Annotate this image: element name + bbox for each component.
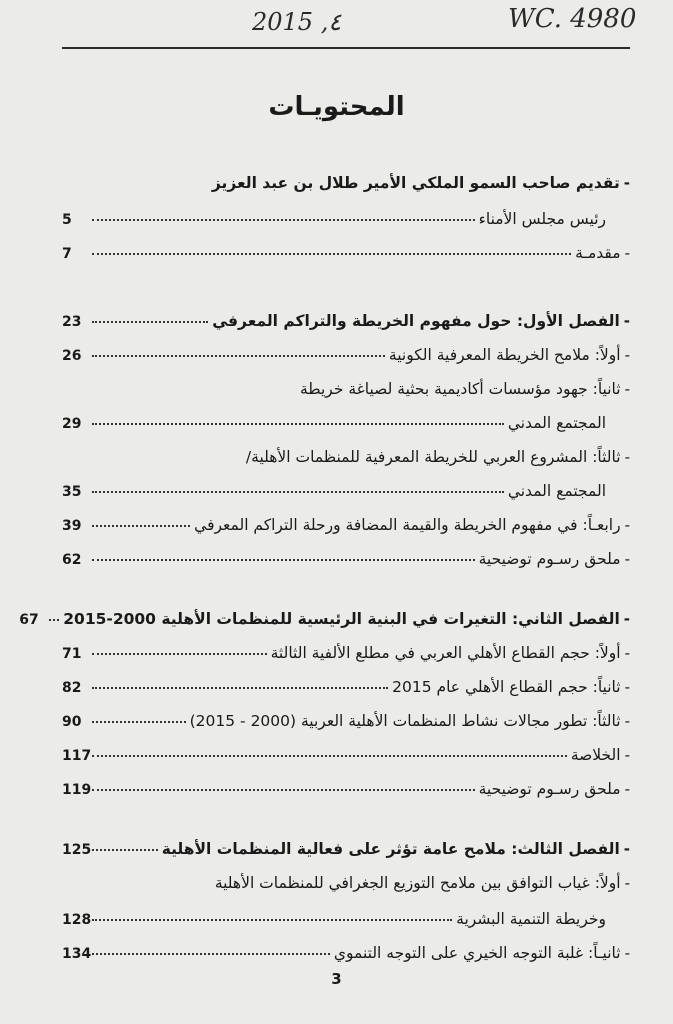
toc-entry — [62, 932, 630, 962]
toc-entry — [62, 768, 630, 798]
toc-entry-title: المجتمع المدني — [507, 482, 606, 500]
toc-entry-dash: - — [624, 944, 630, 962]
toc-entry-title: أولاً: حجم القطاع الأهلي العربي في مطلع الألفية الثالثة — [270, 644, 621, 662]
toc-leader-dots — [92, 219, 475, 221]
toc-leader-dots — [92, 559, 475, 561]
toc-entry-page: 128 — [62, 912, 92, 928]
toc-entry-title: الفصل الثالث: ملامح عامة تؤثر على فعالية المنظمات الأهلية — [161, 840, 620, 858]
toc-leader-dots — [92, 849, 158, 851]
toc-entry-dash: - — [623, 174, 630, 192]
toc-entry-page: 125 — [62, 842, 92, 858]
toc-entry-dash: - — [624, 516, 630, 534]
toc-entry-page: 67 — [19, 612, 39, 628]
toc-entry-dash: - — [623, 312, 630, 330]
toc-entry — [62, 632, 630, 662]
toc-entry — [62, 734, 630, 764]
toc-entry-title: المجتمع المدني — [507, 414, 606, 432]
toc-entry-title: ثانياً: جهود مؤسسات أكاديمية بحثية لصياغة خريطة — [299, 380, 621, 398]
toc-entry-page: 23 — [62, 314, 82, 330]
toc-entry-dash: - — [624, 712, 630, 730]
toc-entry — [62, 300, 630, 330]
toc-entry-title: أولاً: ملامح الخريطة المعرفية الكونية — [388, 346, 621, 364]
toc-entry — [62, 368, 630, 398]
toc-entry — [62, 700, 630, 730]
toc-entry — [62, 198, 630, 228]
toc-leader-dots — [92, 321, 208, 323]
toc-entry — [19, 598, 630, 628]
toc-entry-title: ملحق رسـوم توضيحية — [478, 550, 621, 568]
toc-leader-dots — [92, 789, 475, 791]
toc-entry-dash: - — [623, 840, 630, 858]
toc-leader-dots — [92, 687, 388, 689]
toc-leader-dots — [92, 919, 452, 921]
toc-entry-page: 7 — [62, 246, 72, 262]
page-title: المحتويـات — [268, 92, 405, 122]
toc-entry-title: وخريطة التنمية البشرية — [456, 910, 606, 928]
toc-entry-title: ثالثاً: تطور مجالات نشاط المنظمات الأهلية العربية (2000 - 2015) — [189, 712, 621, 730]
toc-entry — [62, 828, 630, 858]
toc-entry — [62, 666, 630, 696]
toc-leader-dots — [49, 619, 59, 621]
toc-entry-title: ملحق رسـوم توضيحية — [478, 780, 621, 798]
handwritten-catalog-number: WC. 4980 — [508, 4, 637, 34]
toc-entry-dash: - — [624, 550, 630, 568]
toc-entry-page: 5 — [62, 212, 72, 228]
toc-entry — [62, 470, 630, 500]
toc-entry-page: 71 — [62, 646, 82, 662]
toc-entry-dash: - — [624, 448, 630, 466]
toc-leader-dots — [92, 253, 571, 255]
toc-entry-title: ثالثاً: المشروع العربي للخريطة المعرفية للمنظمات الأهلية/ — [245, 448, 621, 466]
toc-entry-page: 29 — [62, 416, 82, 432]
toc-entry-title: مقدمـة — [575, 244, 621, 262]
toc-entry-title: الخلاصة — [570, 746, 621, 764]
toc-entry-title: رابعـاً: في مفهوم الخريطة والقيمة المضافة ورحلة التراكم المعرفي — [194, 516, 621, 534]
toc-entry-title: رئيس مجلس الأمناء — [478, 210, 606, 228]
toc-entry-title: تقديم صاحب السمو الملكي الأمير طلال بن عبد العزيز — [211, 174, 620, 192]
toc-entry — [62, 538, 630, 568]
toc-entry-dash: - — [624, 780, 630, 798]
toc-entry — [62, 862, 630, 892]
toc-leader-dots — [92, 525, 190, 527]
toc-entry — [62, 898, 630, 928]
toc-entry — [62, 436, 630, 466]
toc-entry — [62, 504, 630, 534]
toc-leader-dots — [92, 653, 267, 655]
toc-leader-dots — [92, 423, 504, 425]
toc-leader-dots — [92, 721, 186, 723]
toc-entry-page: 26 — [62, 348, 82, 364]
toc-entry-page: 62 — [62, 552, 82, 568]
toc-entry-dash: - — [624, 244, 630, 262]
toc-entry — [62, 402, 630, 432]
toc-leader-dots — [92, 755, 567, 757]
toc-entry-title: ثانياً: حجم القطاع الأهلي عام 2015 — [392, 678, 621, 696]
toc-entry-title: أولاً: غياب التوافق بين ملامح التوزيع الجغرافي للمنظمات الأهلية — [214, 874, 621, 892]
toc-entry-dash: - — [623, 610, 630, 628]
toc-entry — [62, 334, 630, 364]
toc-entry-page: 90 — [62, 714, 82, 730]
toc-entry-dash: - — [624, 746, 630, 764]
toc-entry-dash: - — [624, 346, 630, 364]
toc-leader-dots — [92, 355, 385, 357]
toc-entry — [62, 162, 630, 192]
toc-entry-page: 82 — [62, 680, 82, 696]
toc-entry-dash: - — [624, 874, 630, 892]
toc-entry-title: ثانيـاً: غلبة التوجه الخيري على التوجه التنموي — [333, 944, 621, 962]
page-number: 3 — [331, 970, 342, 988]
toc-entry-page: 119 — [62, 782, 92, 798]
toc-entry-dash: - — [624, 644, 630, 662]
toc-entry-title: الفصل الأول: حول مفهوم الخريطة والتراكم المعرفي — [212, 312, 620, 330]
toc-entry-page: 35 — [62, 484, 82, 500]
toc-entry-dash: - — [624, 678, 630, 696]
handwritten-date: 2015 ,٤ — [252, 8, 342, 36]
header-rule — [62, 47, 630, 49]
toc-entry-page: 134 — [62, 946, 92, 962]
toc-entry-page: 39 — [62, 518, 82, 534]
toc-leader-dots — [92, 491, 504, 493]
toc-leader-dots — [92, 953, 330, 955]
toc-entry-page: 117 — [62, 748, 92, 764]
toc-entry-dash: - — [624, 380, 630, 398]
toc-entry — [62, 232, 630, 262]
toc-entry-title: الفصل الثاني: التغيرات في البنية الرئيسية للمنظمات الأهلية 2000-2015 — [63, 610, 620, 628]
